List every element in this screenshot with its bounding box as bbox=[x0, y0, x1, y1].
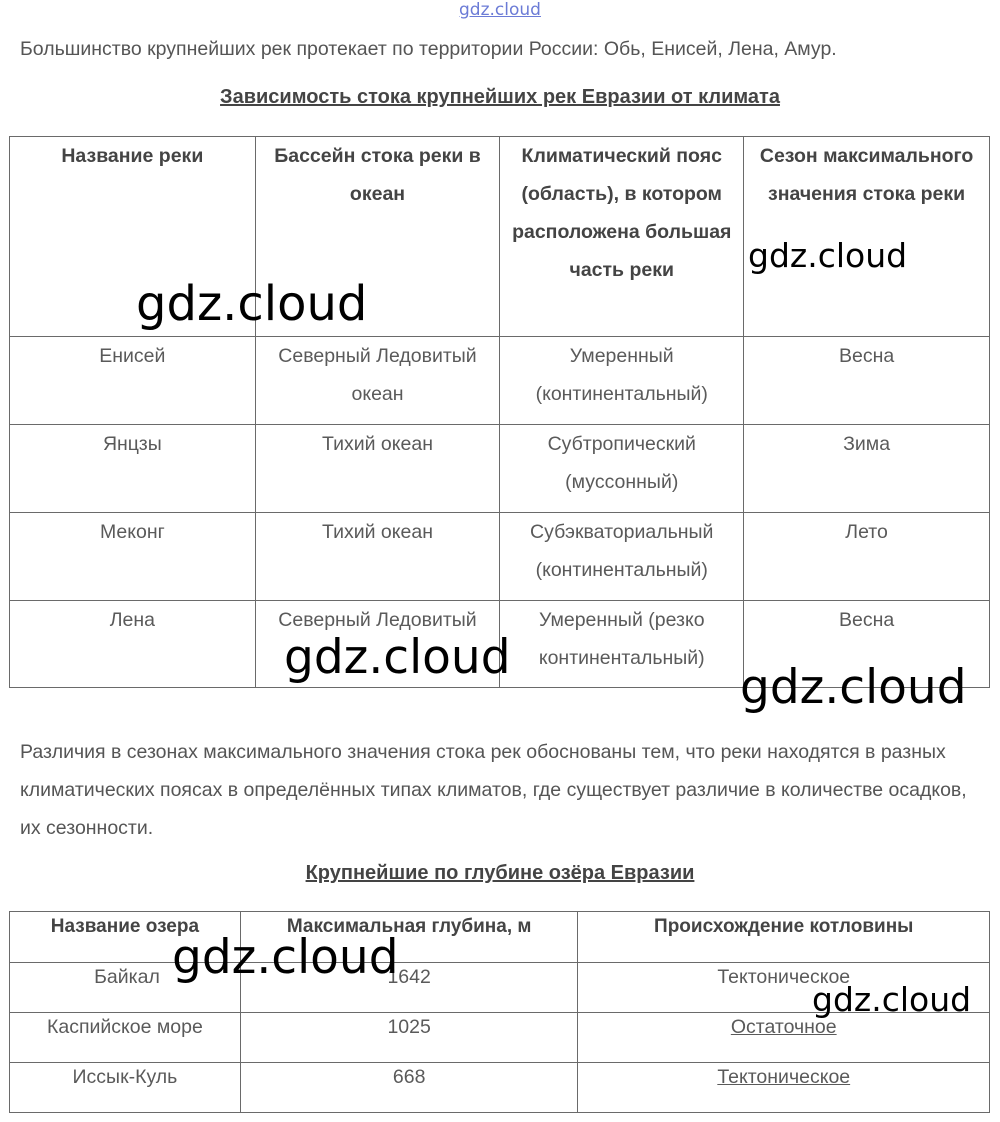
watermark: gdz.cloud bbox=[740, 660, 967, 715]
lake-name: Каспийское море bbox=[10, 1013, 241, 1063]
lake-origin: Тектоническое bbox=[578, 963, 990, 1013]
table-row bbox=[10, 425, 990, 513]
river-season: Весна bbox=[744, 337, 990, 425]
lake-depth: 1642 bbox=[240, 963, 578, 1013]
watermark: gdz.cloud bbox=[284, 630, 511, 685]
river-basin: Тихий океан bbox=[255, 513, 500, 601]
river-season: Лето bbox=[744, 513, 990, 601]
watermark: gdz.cloud bbox=[812, 980, 972, 1019]
watermark: gdz.cloud bbox=[748, 236, 908, 275]
rivers-table-title: Зависимость стока крупнейших рек Евразии от климата bbox=[220, 86, 780, 108]
river-climate: Умеренный (континентальный) bbox=[500, 337, 744, 425]
header-basin: Бассейн стока реки в океан bbox=[255, 137, 500, 337]
river-climate: Субэкваториальный (континентальный) bbox=[500, 513, 744, 601]
lakes-header-row bbox=[10, 912, 990, 963]
lakes-table-title: Крупнейшие по глубине озёра Евразии bbox=[305, 862, 695, 884]
watermark-top[interactable]: gdz.cloud bbox=[459, 0, 541, 20]
header-climate: Климатический пояс (область), в котором расположена большая часть реки bbox=[500, 137, 744, 337]
header-lake-name: Название озера bbox=[10, 912, 241, 963]
river-name: Лена bbox=[10, 601, 256, 688]
header-season: Сезон максимального значения стока реки bbox=[744, 137, 990, 337]
lake-name: Иссык-Куль bbox=[10, 1063, 241, 1113]
river-name: Енисей bbox=[10, 337, 256, 425]
table-row bbox=[10, 1013, 990, 1063]
river-basin: Северный Ледовитый bbox=[255, 601, 500, 688]
river-season: Зима bbox=[744, 425, 990, 513]
rivers-table bbox=[9, 136, 990, 688]
table-row bbox=[10, 337, 990, 425]
lake-depth: 668 bbox=[240, 1063, 578, 1113]
river-season: Весна bbox=[744, 601, 990, 688]
river-name: Янцзы bbox=[10, 425, 256, 513]
lake-depth: 1025 bbox=[240, 1013, 578, 1063]
lake-origin: Остаточное bbox=[578, 1013, 990, 1063]
table-row bbox=[10, 1063, 990, 1113]
lake-origin: Тектоническое bbox=[578, 1063, 990, 1113]
river-basin: Северный Ледовитый океан bbox=[255, 337, 500, 425]
intro-text: Большинство крупнейших рек протекает по территории России: Обь, Енисей, Лена, Амур. bbox=[20, 38, 837, 60]
river-climate: Умеренный (резко континентальный) bbox=[500, 601, 744, 688]
explanation-text: Различия в сезонах максимального значения стока рек обоснованы тем, что реки находятся в разных климатических поясах в определённых типах климатов, где существует различие в количестве осадков, их сезонности. bbox=[20, 741, 967, 839]
river-climate: Субтропический (муссонный) bbox=[500, 425, 744, 513]
lake-name: Байкал bbox=[10, 963, 241, 1013]
river-basin: Тихий океан bbox=[255, 425, 500, 513]
header-origin: Происхождение котловины bbox=[578, 912, 990, 963]
river-name: Меконг bbox=[10, 513, 256, 601]
watermark: gdz.cloud bbox=[172, 930, 399, 985]
header-max-depth: Максимальная глубина, м bbox=[240, 912, 578, 963]
watermark: gdz.cloud bbox=[136, 276, 368, 332]
header-river-name: Название реки bbox=[10, 137, 256, 337]
table-row bbox=[10, 513, 990, 601]
